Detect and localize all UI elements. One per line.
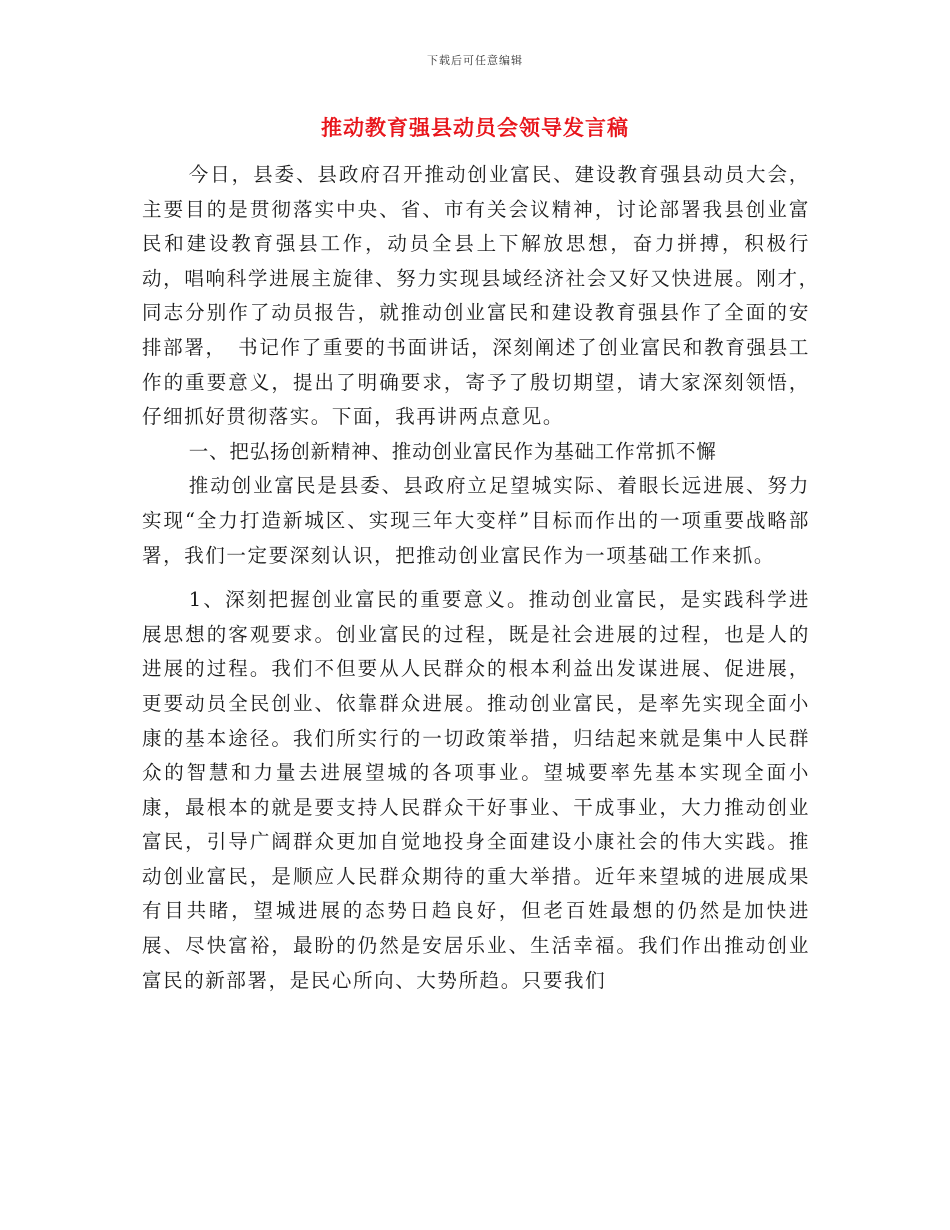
document-body xyxy=(142,158,832,998)
paragraph-section-1-intro: 推动创业富民是县委、县政府立足望城实际、着眼长远进展、努力实现“全力打造新城区、实现三年大变样”目标而作出的一项重要战略部署，我们一定要深刻认识，把推动创业富民作为一项基础工作来抓。 xyxy=(142,474,810,567)
paragraph-intro: 今日，县委、县政府召开推动创业富民、建设教育强县动员大会，主要目的是贯彻落实中央、省、市有关会议精神，讨论部署我县创业富民和建设教育强县工作，动员全县上下解放思想，奋力拼搏，积极行动，唱响科学进展主旋律、努力实现县域经济社会又好又快进展。刚才， 同志分别作了动员报告，就推动创业富民和建设教育强县作了全面的安排部署， 书记作了重要的书面讲话，深刻阐述了创业富民和教育强县工作的重要意义，提出了明确要求，寄予了殷切期望，请大家深刻领悟，仔细抓好贯彻落实。下面，我再讲两点意见。 xyxy=(142,163,832,429)
section-heading-1: 一、把弘扬创新精神、推动创业富民作为基础工作常抓不懈 xyxy=(188,439,717,463)
document-title: 推动教育强县动员会领导发言稿 xyxy=(321,116,629,140)
paragraph-point-1: 1、深刻把握创业富民的重要意义。推动创业富民，是实践科学进展思想的客观要求。创业富民的过程，既是社会进展的过程，也是人的进展的过程。我们不但要从人民群众的根本利益出发谋进展、促进展，更要动员全民创业、依靠群众进展。推动创业富民，是率先实现全面小康的基本途径。我们所实行的一切政策举措，归结起来就是集中人民群众的智慧和力量去进展望城的各项事业。望城要率先基本实现全面小康，最根本的就是要支持人民群众干好事业、干成事业，大力推动创业富民，引导广阔群众更加自觉地投身全面建设小康社会的伟大实践。推动创业富民，是顺应人民群众期待的重大举措。近年来望城的进展成果有目共睹，望城进展的态势日趋良好，但老百姓最想的仍然是加快进展、尽快富裕，最盼的仍然是安居乐业、生活幸福。我们作出推动创业富民的新部署，是民心所向、大势所趋。只要我们 xyxy=(142,588,810,992)
header-note: 下载后可任意编辑 xyxy=(427,54,523,67)
